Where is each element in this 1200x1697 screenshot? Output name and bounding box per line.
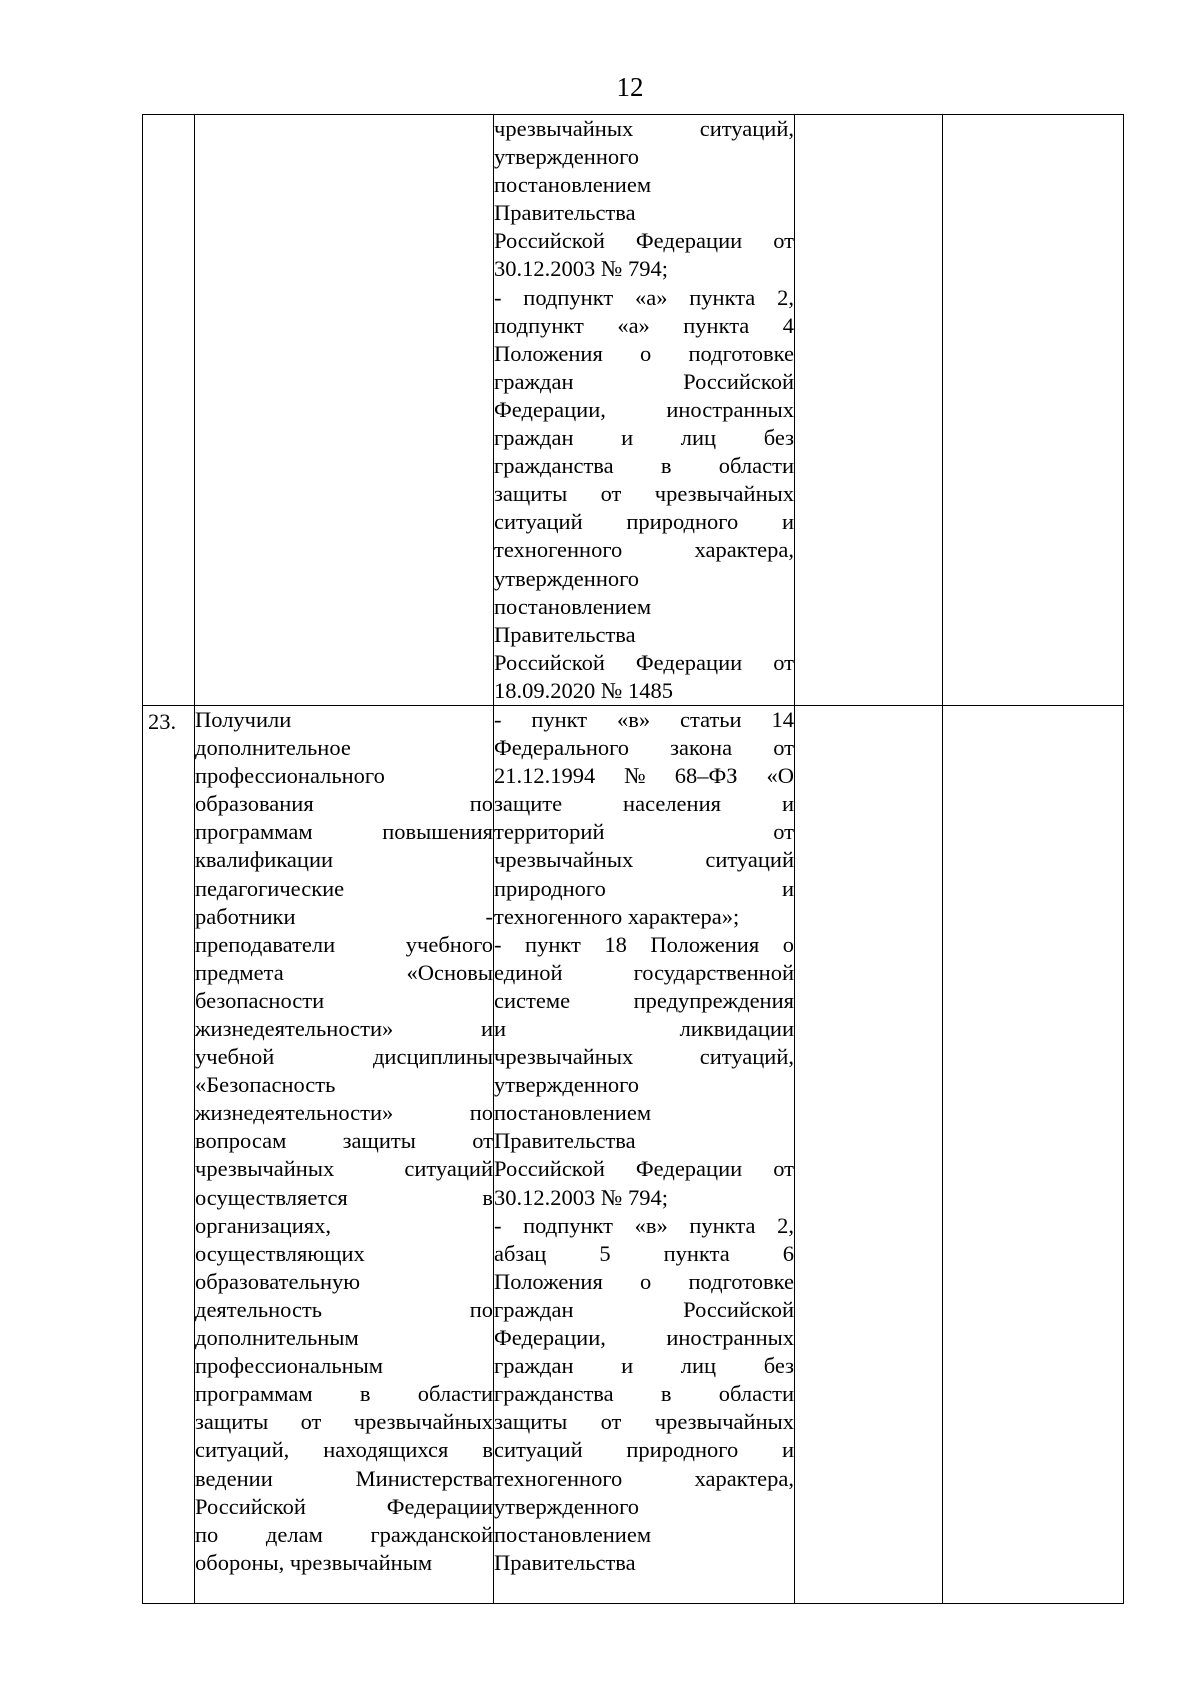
description-line: преподаватели учебного: [195, 931, 493, 957]
legal-basis-line: 30.12.2003 № 794;: [494, 1184, 668, 1210]
description-line: квалификации: [195, 847, 334, 873]
description-line: осуществляется в: [195, 1184, 493, 1210]
legal-basis-line: граждан и лиц без: [494, 1353, 794, 1379]
empty-cell-1: [795, 115, 943, 706]
description-line: жизнедеятельности» по: [195, 1100, 493, 1126]
description-line: образования по: [195, 791, 493, 817]
legal-basis-line: Положения о подготовке: [494, 340, 794, 366]
description-line: программам повышения: [195, 819, 493, 845]
legal-basis-line: 30.12.2003 № 794;: [494, 256, 668, 282]
legal-basis-line: граждан Российской: [494, 368, 794, 394]
legal-basis-line: - пункт «в» статьи 14: [494, 706, 794, 732]
requirements-table: [142, 114, 1124, 1604]
description-line: образовательную: [195, 1268, 361, 1294]
legal-basis-line: 21.12.1994 № 68–ФЗ «О: [494, 763, 794, 789]
legal-basis-line: техногенного характера»;: [494, 903, 740, 929]
legal-basis-cell: [494, 705, 795, 1603]
description-cell: [195, 115, 494, 706]
legal-basis-cell: [494, 115, 795, 706]
description-line: деятельность по: [195, 1296, 493, 1322]
legal-basis-line: защите населения и: [494, 791, 794, 817]
legal-basis-line: Правительства: [494, 621, 636, 647]
legal-basis-line: единой государственной: [494, 959, 794, 985]
legal-basis-line: защиты от чрезвычайных: [494, 481, 794, 507]
legal-basis-line: территорий от: [494, 819, 794, 845]
empty-cell-1: [795, 705, 943, 1603]
row-number-cell: [143, 705, 195, 1603]
empty-cell-2: [943, 115, 1124, 706]
description-cell: [195, 705, 494, 1603]
description-line: по делам гражданской: [195, 1521, 493, 1547]
legal-basis-line: постановлением: [494, 1100, 652, 1126]
legal-basis-line: 18.09.2020 № 1485: [494, 677, 673, 703]
legal-basis-line: защиты от чрезвычайных: [494, 1409, 794, 1435]
legal-basis-line: чрезвычайных ситуаций,: [494, 116, 794, 141]
description-line: обороны, чрезвычайным: [195, 1549, 433, 1575]
legal-basis-line: Федерации, иностранных: [494, 1325, 794, 1351]
description-line: работники -: [195, 903, 493, 929]
description-line: ситуаций, находящихся в: [195, 1437, 493, 1463]
legal-basis-line: постановлением: [494, 172, 652, 198]
description-line: Получили: [195, 706, 292, 732]
legal-basis-line: и ликвидации: [494, 1016, 794, 1041]
table-body: [143, 115, 1124, 1604]
description-line: чрезвычайных ситуаций: [195, 1156, 493, 1182]
description-line: безопасности: [195, 987, 325, 1013]
legal-basis-line: - подпункт «в» пункта 2,: [494, 1212, 794, 1238]
description-line: защиты от чрезвычайных: [195, 1409, 493, 1435]
legal-basis-line: постановлением: [494, 593, 652, 619]
table-row: [143, 705, 1124, 1603]
legal-basis-line: Федерального закона от: [494, 735, 794, 761]
legal-basis-line: ситуаций природного и: [494, 509, 794, 535]
legal-basis-line: гражданства в области: [494, 453, 794, 479]
legal-basis-line: Федерации, иностранных: [494, 396, 794, 422]
legal-basis-line: ситуаций природного и: [494, 1437, 794, 1463]
description-line: жизнедеятельности» и: [195, 1016, 493, 1041]
legal-basis-line: абзац 5 пункта 6: [494, 1240, 794, 1266]
legal-basis-line: подпункт «а» пункта 4: [494, 312, 794, 338]
description-line: осуществляющих: [195, 1240, 365, 1266]
description-line: предмета «Основы: [195, 959, 493, 985]
legal-basis-line: граждан Российской: [494, 1296, 794, 1322]
legal-basis-line: Правительства: [494, 1549, 636, 1575]
description-line: организациях,: [195, 1212, 331, 1238]
legal-basis-line: Российской Федерации от: [494, 1156, 794, 1182]
legal-basis-line: - подпункт «а» пункта 2,: [494, 284, 794, 310]
legal-basis-line: Положения о подготовке: [494, 1268, 794, 1294]
row-number: [143, 115, 194, 117]
legal-basis-line: техногенного характера,: [494, 1465, 794, 1491]
description-line: профессионального: [195, 763, 385, 789]
table-row: [143, 115, 1124, 706]
row-number-cell: [143, 115, 195, 706]
description-line: «Безопасность: [195, 1072, 336, 1098]
legal-basis-line: постановлением: [494, 1521, 652, 1547]
legal-basis-line: утвержденного: [494, 144, 640, 170]
description-line: ведении Министерства: [195, 1465, 493, 1491]
legal-basis-line: природного и: [494, 875, 794, 901]
legal-basis-line: чрезвычайных ситуаций,: [494, 1044, 794, 1070]
legal-basis-line: чрезвычайных ситуаций: [494, 847, 794, 873]
legal-basis-line: граждан и лиц без: [494, 425, 794, 451]
legal-basis-line: Правительства: [494, 1128, 636, 1154]
legal-basis-line: системе предупреждения: [494, 987, 794, 1013]
description-line: педагогические: [195, 875, 345, 901]
legal-basis-line: утвержденного: [494, 1493, 640, 1519]
legal-basis-line: Правительства: [494, 200, 636, 226]
row-number: 23.: [148, 708, 177, 734]
description-line: вопросам защиты от: [195, 1128, 493, 1154]
page-number: 12: [616, 72, 644, 102]
description-line: Российской Федерации: [195, 1493, 493, 1519]
description-line: программам в области: [195, 1381, 493, 1407]
description-line: профессиональным: [195, 1353, 384, 1379]
legal-basis-line: утвержденного: [494, 565, 640, 591]
description-line: учебной дисциплины: [195, 1044, 493, 1070]
legal-basis-line: Российской Федерации от: [494, 228, 794, 254]
empty-cell-2: [943, 705, 1124, 1603]
legal-basis-line: утвержденного: [494, 1072, 640, 1098]
legal-basis-line: Российской Федерации от: [494, 649, 794, 675]
description-line: дополнительное: [195, 735, 351, 761]
legal-basis-line: техногенного характера,: [494, 537, 794, 563]
legal-basis-line: - пункт 18 Положения о: [494, 931, 794, 957]
legal-basis-line: гражданства в области: [494, 1381, 794, 1407]
description-line: дополнительным: [195, 1325, 359, 1351]
